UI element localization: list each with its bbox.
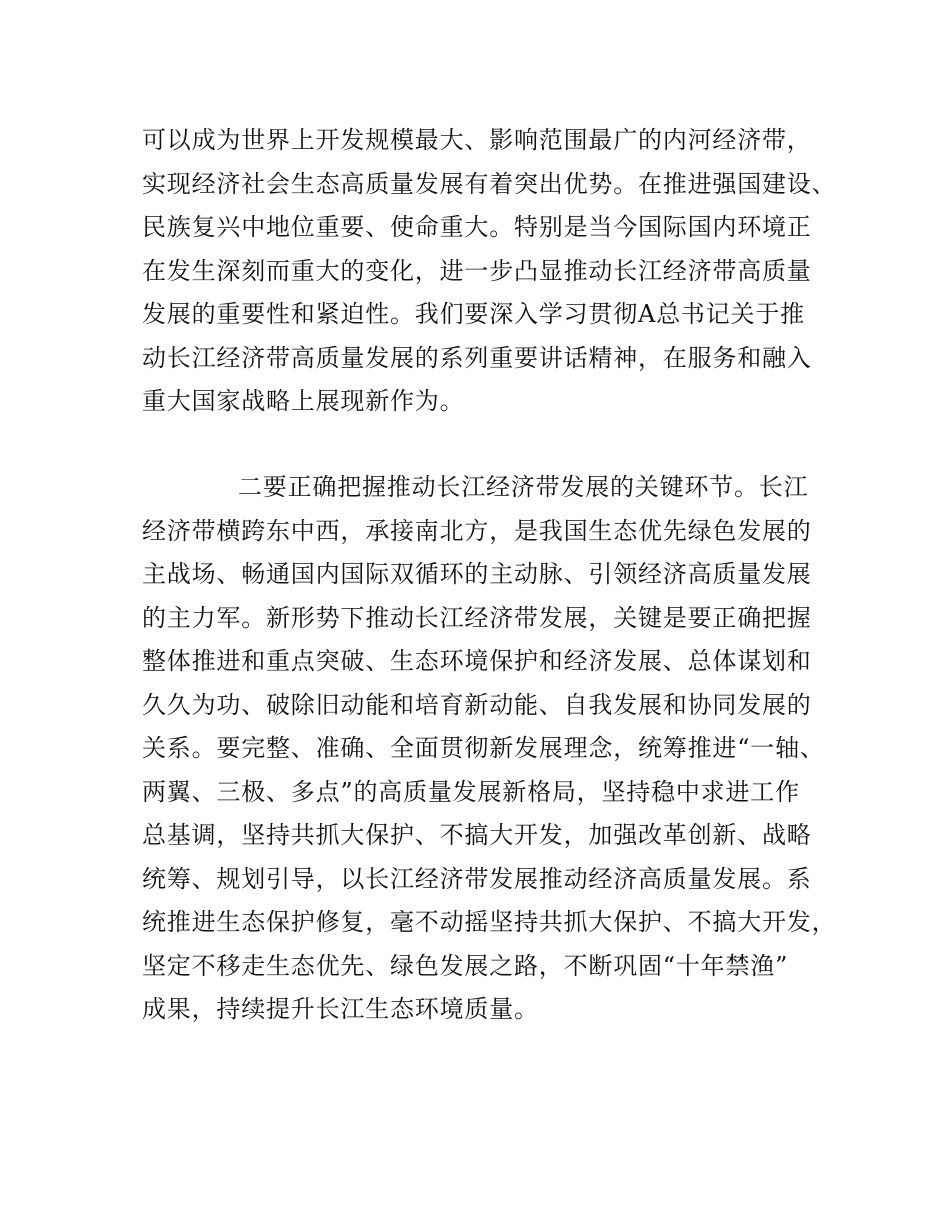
paragraph-line: 成果，持续提升长江生态环境质量。 [142, 995, 539, 1023]
paragraph-line: 整体推进和重点突破、生态环境保护和经济发展、总体谋划和 [142, 647, 812, 675]
paragraph-line: 实现经济社会生态高质量发展有着突出优势。在推进强国建设、 [142, 169, 837, 198]
paragraph-line: 民族复兴中地位重要、使命重大。特别是当今国际国内环境正 [142, 213, 812, 241]
paragraph-line: 主战场、畅通国内国际双循环的主动脉、引领经济高质量发展 [142, 560, 812, 588]
paragraph-line: 两翼、三极、多点”的高质量发展新格局，坚持稳中求进工作 [142, 777, 800, 806]
paragraph-2 [142, 466, 837, 1032]
paragraph-line: 可以成为世界上开发规模最大、影响范围最广的内河经济带， [142, 126, 812, 154]
paragraph-line: 的主力军。新形势下推动长江经济带发展，关键是要正确把握 [142, 603, 812, 632]
paragraph-line: 在发生深刻而重大的变化，进一步凸显推动长江经济带高质量 [142, 256, 812, 285]
paragraph-line: 统筹、规划引导，以长江经济带发展推动经济高质量发展。系 [142, 864, 812, 893]
paragraph-line: 经济带横跨东中西，承接南北方，是我国生态优先绿色发展的 [142, 516, 812, 545]
paragraph-line: 久久为功、破除旧动能和培育新动能、自我发展和协同发展的 [142, 690, 812, 719]
paragraph-heading-line: 二要正确把握推动长江经济带发展的关键环节。长江 [238, 473, 809, 501]
paragraph-line: 动长江经济带高质量发展的系列重要讲话精神，在服务和融入 [142, 343, 812, 372]
paragraph-line: 统推进生态保护修复，毫不动摇坚持共抓大保护、不搞大开发， [142, 908, 837, 936]
paragraph-line: 关系。要完整、准确、全面贯彻新发展理念，统筹推进“一轴、 [142, 734, 825, 762]
paragraph-line: 坚定不移走生态优先、绿色发展之路，不断巩固“十年禁渔” [142, 951, 789, 980]
paragraph-1 [142, 119, 837, 424]
paragraph-line: 总基调，坚持共抓大保护、不搞大开发，加强改革创新、战略 [142, 821, 812, 849]
paragraph-line: 重大国家战略上展现新作为。 [142, 387, 465, 415]
paragraph-line: 发展的重要性和紧迫性。我们要深入学习贯彻A总书记关于推 [142, 300, 805, 328]
